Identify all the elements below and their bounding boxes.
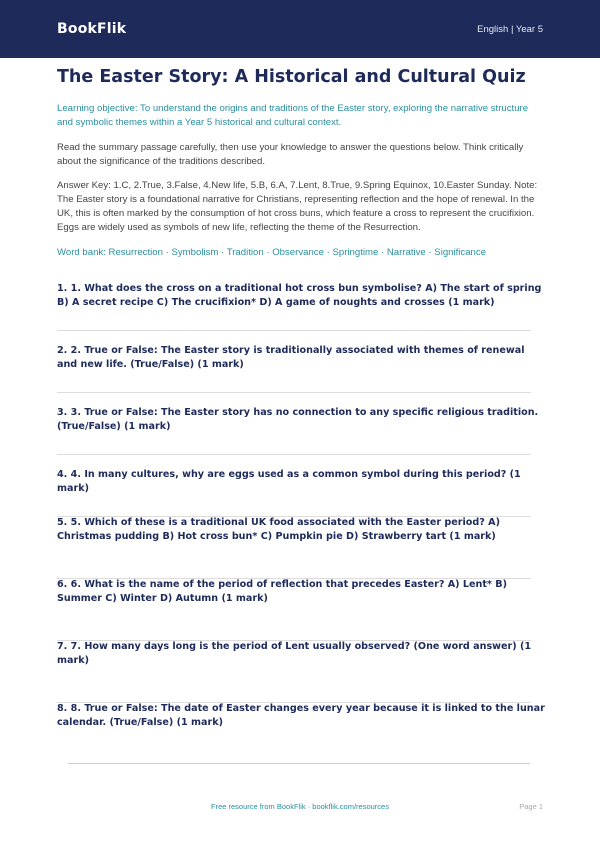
learning-objective: Learning objective: To understand the origins and traditions of the Easter story, exploring the narrative structure and symbolic themes within a Year 5 historical and cultural context. (57, 103, 529, 128)
question-6: 6. 6. What is the name of the period of reflection that precedes Easter? A) Lent* B) Summer C) Winter D) Autumn (1 mark) (57, 579, 507, 604)
question-3: 3. 3. True or False: The Easter story has no connection to any specific religious tradition. (True/False) (1 mark) (57, 407, 539, 432)
question-4: 4. 4. In many cultures, why are eggs used as a common symbol during this period? (1 mark) (57, 469, 521, 494)
answer-line-1 (57, 330, 531, 331)
question-5: 5. 5. Which of these is a traditional UK food associated with the Easter period? A) Christmas pudding B) Hot cross bun* C) Pumpkin pie D) Strawberry tart (1 mark) (57, 517, 500, 542)
footer-resource-link[interactable]: Free resource from BookFlik · bookflik.com/resources (211, 802, 389, 811)
page-title: The Easter Story: A Historical and Cultural Quiz (57, 67, 526, 87)
intro-section (57, 64, 545, 260)
answer-key: Answer Key: 1.C, 2.True, 3.False, 4.New life, 5.B, 6.A, 7.Lent, 8.True, 9.Spring Equinox, 10.Easter Sunday. Note: The Easter story is a foundational narrative for Christians, representing reflection and the hope of renewal. In the UK, this is often marked by the consumption of hot cross buns, which feature a cross to represent the crucifixion. Eggs are widely used as symbols of new life, reflecting the theme of the Resurrection. (57, 180, 538, 233)
answer-line-3 (57, 454, 531, 455)
question-8: 8. 8. True or False: The date of Easter changes every year because it is linked to the lunar calendar. (True/False) (1 mark) (57, 703, 545, 728)
answer-line-2 (57, 392, 531, 393)
word-bank: Word bank: Resurrection · Symbolism · Tradition · Observance · Springtime · Narrative · Significance (57, 247, 487, 258)
question-1: 1. 1. What does the cross on a traditional hot cross bun symbolise? A) The start of spring B) A secret recipe C) The crucifixion* D) A game of noughts and crosses (1 mark) (57, 283, 542, 308)
brand-logo[interactable]: BookFlik (57, 21, 127, 37)
page-number: Page 1 (519, 802, 543, 811)
subject-year-label: English | Year 5 (477, 23, 543, 35)
footer-divider (68, 763, 530, 764)
question-2: 2. 2. True or False: The Easter story is traditionally associated with themes of renewal and new life. (True/False) (1 mark) (57, 345, 525, 370)
site-header (0, 0, 600, 58)
question-7: 7. 7. How many days long is the period of Lent usually observed? (One word answer) (1 mark) (57, 641, 532, 666)
instructions-text: Read the summary passage carefully, then use your knowledge to answer the questions below. Think critically about the significance of the traditions described. (57, 142, 524, 167)
